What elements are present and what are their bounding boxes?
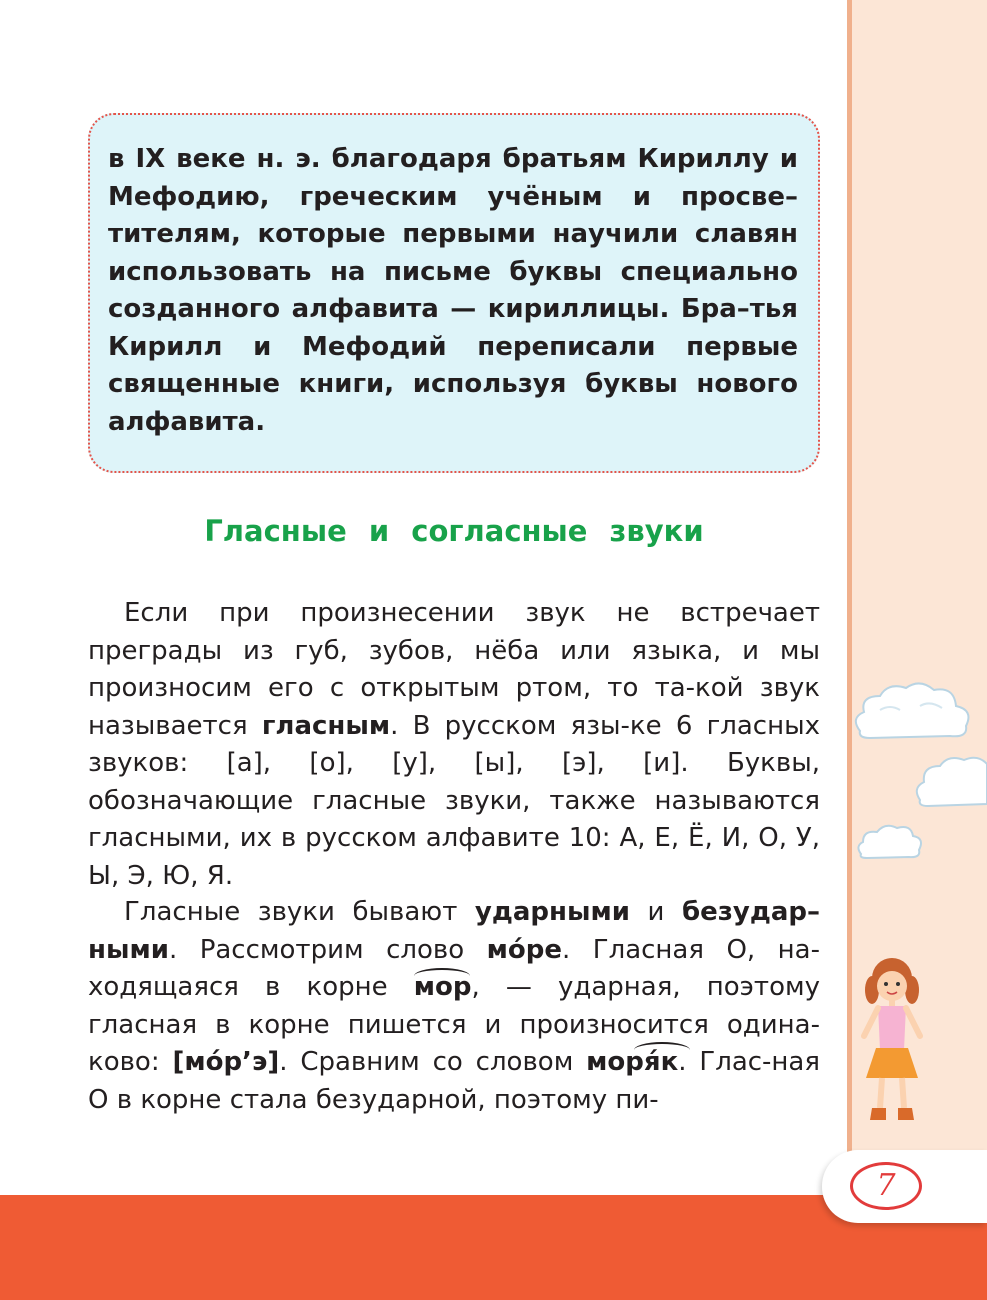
term-stressed: ударными [474, 897, 630, 927]
paragraph-text: . Сравним со словом [279, 1047, 587, 1077]
example-word-moryak: моря́к [586, 1047, 679, 1077]
cloud-icon [912, 752, 987, 812]
section-heading: Гласные и согласные звуки [204, 514, 704, 548]
cloud-icon [855, 822, 925, 862]
info-box-text: в IX веке н. э. благодаря братьям Кириллу и Мефодию, греческим учёным и просве–тителям, которые первыми научили славян использовать на письме буквы специально созданного алфавита — кириллицы. Бра–тья Кирилл и Мефодий переписали первые священные книги, используя буквы нового алфавита. [108, 144, 798, 437]
girl-illustration [852, 950, 932, 1130]
paragraph-text: . Гласная О, на-ходящаяся в корне [88, 934, 820, 1002]
paragraph-stressed-vowels [88, 894, 820, 1119]
root-arc-icon [414, 968, 470, 984]
transcription: [мо́р’э] [172, 1047, 280, 1077]
page-number: 7 [876, 1168, 896, 1203]
paragraph-text: . Глас-ная О в корне стала безударной, поэтому пи- [88, 1047, 820, 1115]
paragraph-text: и [629, 897, 682, 927]
root-arc-icon [634, 1042, 690, 1058]
term-unstressed: безудар–ными [88, 897, 820, 965]
example-root-mor: мор [413, 972, 472, 1002]
paragraph-text: Если при произнесении звук не встречает преграды из губ, зубов, нёба или языка, и мы произносим его с открытым ртом, то та-кой звук называется [88, 598, 820, 741]
cloud-icon [850, 676, 975, 746]
term-vowel: гласным [261, 710, 391, 741]
paragraph-text: Гласные звуки бывают [124, 897, 475, 927]
paragraph-vowels-definition [88, 595, 820, 895]
paragraph-text: , — ударная, поэтому гласная в корне пишется и произносится одина-ково: [88, 972, 820, 1077]
paragraph-text: . В русском язы-ке 6 гласных звуков: [а], [о], [у], [ы], [э], [и]. Буквы, обозначающие гласные звуки, также называются гласными, их в русском алфавите 10: А, Е, Ё, И, О, У, Ы, Э, Ю, Я. [88, 710, 820, 891]
paragraph-text: . Рассмотрим слово [168, 934, 487, 965]
example-word-more: мо́ре [486, 934, 562, 965]
